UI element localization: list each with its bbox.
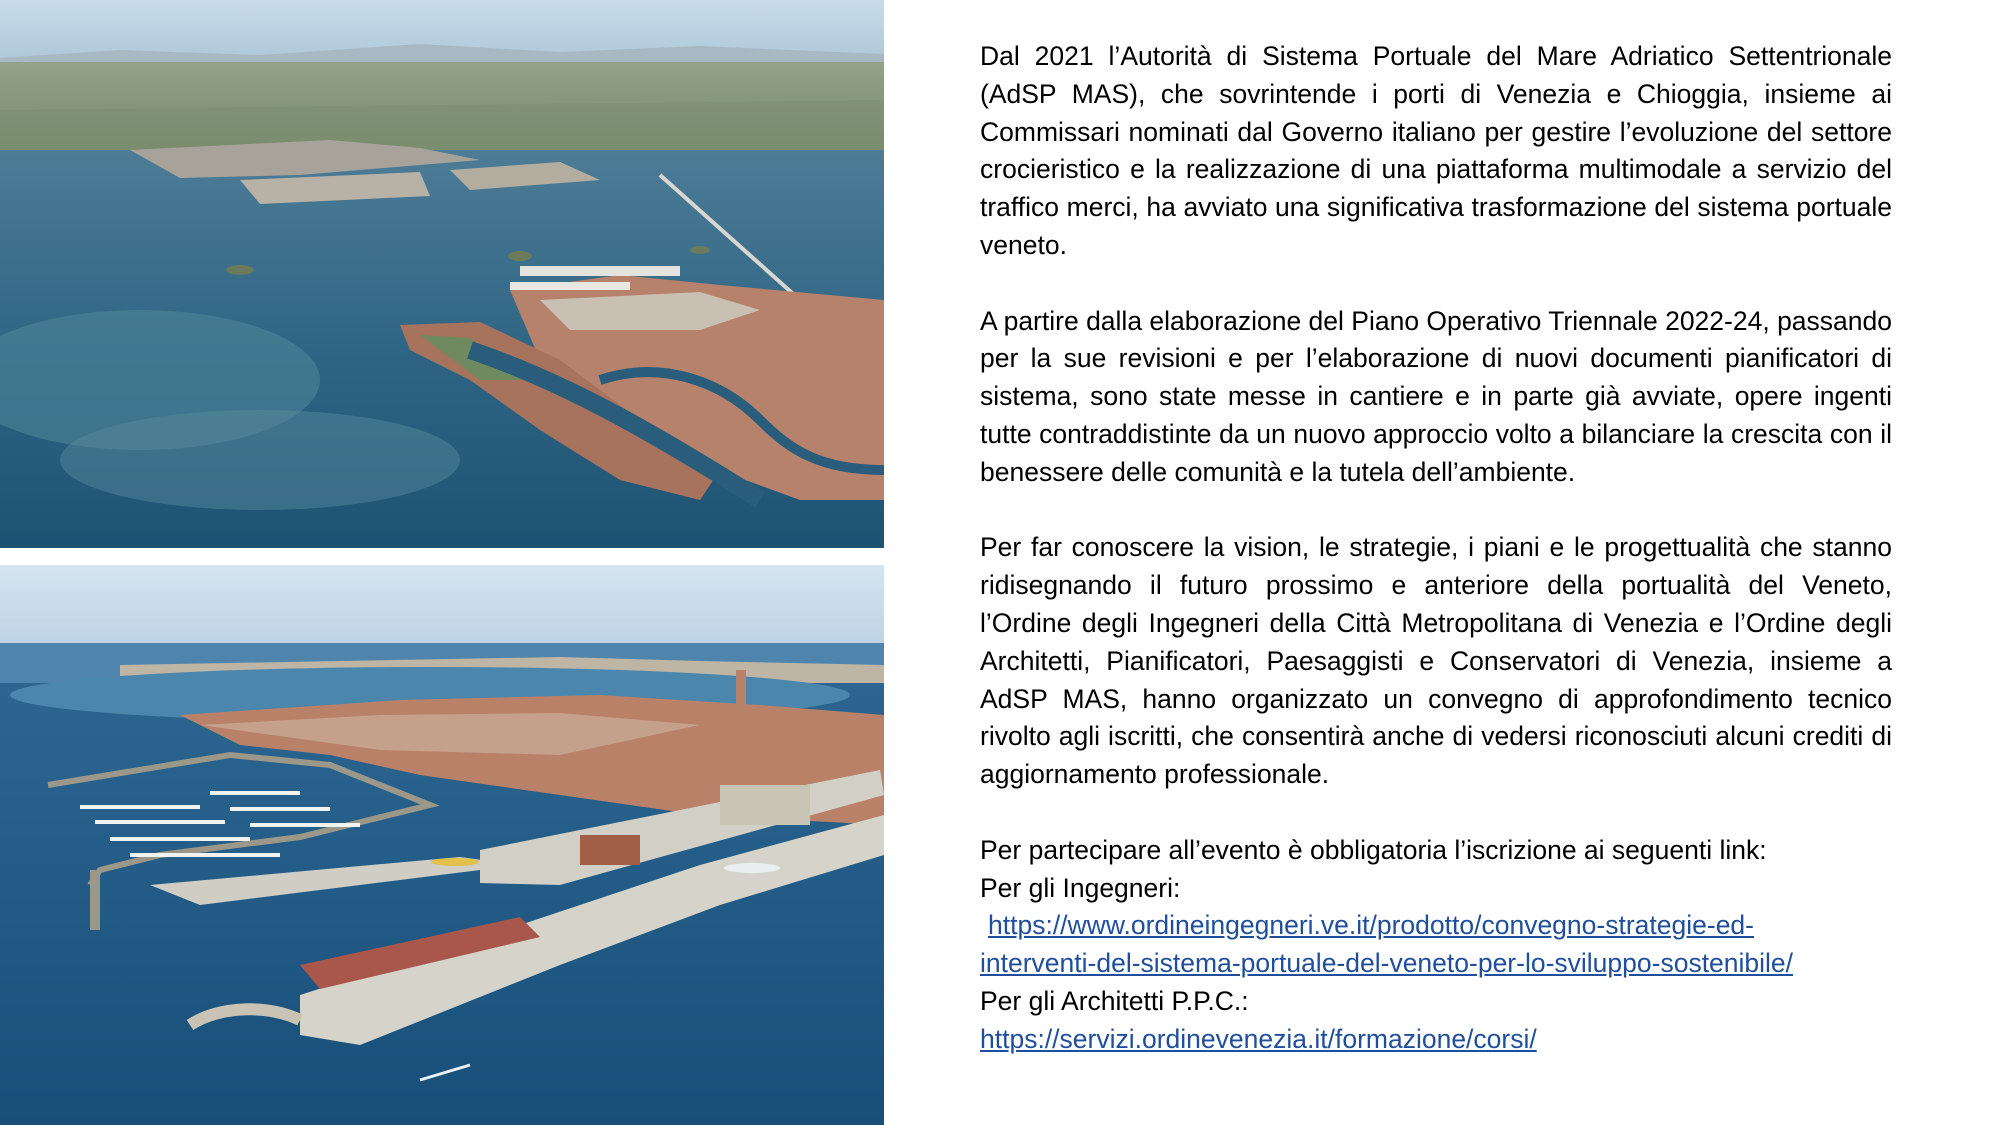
architects-label: Per gli Architetti P.P.C.: [980,985,1249,1016]
venice-port-aerial-photo [0,0,884,548]
chioggia-port-aerial-photo [0,565,884,1125]
paragraph-plan: A partire dalla elaborazione del Piano Operativo Triennale 2022-24, passando per la sue revisioni e per l’elaborazione di nuovi documenti pianificatori di sistema, sono state messe in cantiere e in parte già avviate, opere ingenti tutte contraddistinte da un nuovo approccio volto a bilanciare la crescita con il benessere delle comunità e la tutela dell’ambiente. [980,305,1892,487]
engineers-registration-link-part-2[interactable]: interventi-del-sistema-portuale-del-veneto-per-lo-sviluppo-sostenibile/ [980,948,1794,979]
paragraph-intro: Dal 2021 l’Autorità di Sistema Portuale del Mare Adriatico Settentrionale (AdSP MAS), che sovrintende i porti di Venezia e Chioggia, insieme ai Commissari nominati dal Governo italiano per gestire l’evoluzione del settore crocieristico e la realizzazione di una piattaforma multimodale a servizio del traffico merci, ha avviato una significativa trasformazione del sistema portuale veneto. [980,41,1892,260]
registration-section [980,832,1892,1059]
engineers-link-line-1 [980,907,1892,945]
chioggia-port-illustration [0,565,884,1125]
engineers-label: Per gli Ingegneri: [980,872,1181,903]
registration-intro: Per partecipare all’evento è obbligatoria l’iscrizione ai seguenti link: [980,834,1767,865]
text-column [980,38,1892,1059]
architects-link-line [980,1021,1892,1059]
engineers-link-line-2 [980,945,1892,983]
paragraph-event: Per far conoscere la vision, le strategie, i piani e le progettualità che stanno ridisegnando il futuro prossimo e anteriore della portualità del Veneto, l’Ordine degli Ingegneri della Città Metropolitana di Venezia e l’Ordine degli Architetti, Pianificatori, Paesaggisti e Conservatori di Venezia, insieme a AdSP MAS, hanno organizzato un convegno di approfondimento tecnico rivolto agli iscritti, che consentirà anche di vedersi riconosciuti alcuni crediti di aggiornamento professionale. [980,532,1892,790]
architects-registration-link[interactable]: https://servizi.ordinevenezia.it/formazione/corsi/ [980,1023,1537,1054]
engineers-registration-link-part-1[interactable]: https://www.ordineingegneri.ve.it/prodotto/convegno-strategie-ed- [988,910,1754,941]
venice-port-illustration [0,0,884,548]
